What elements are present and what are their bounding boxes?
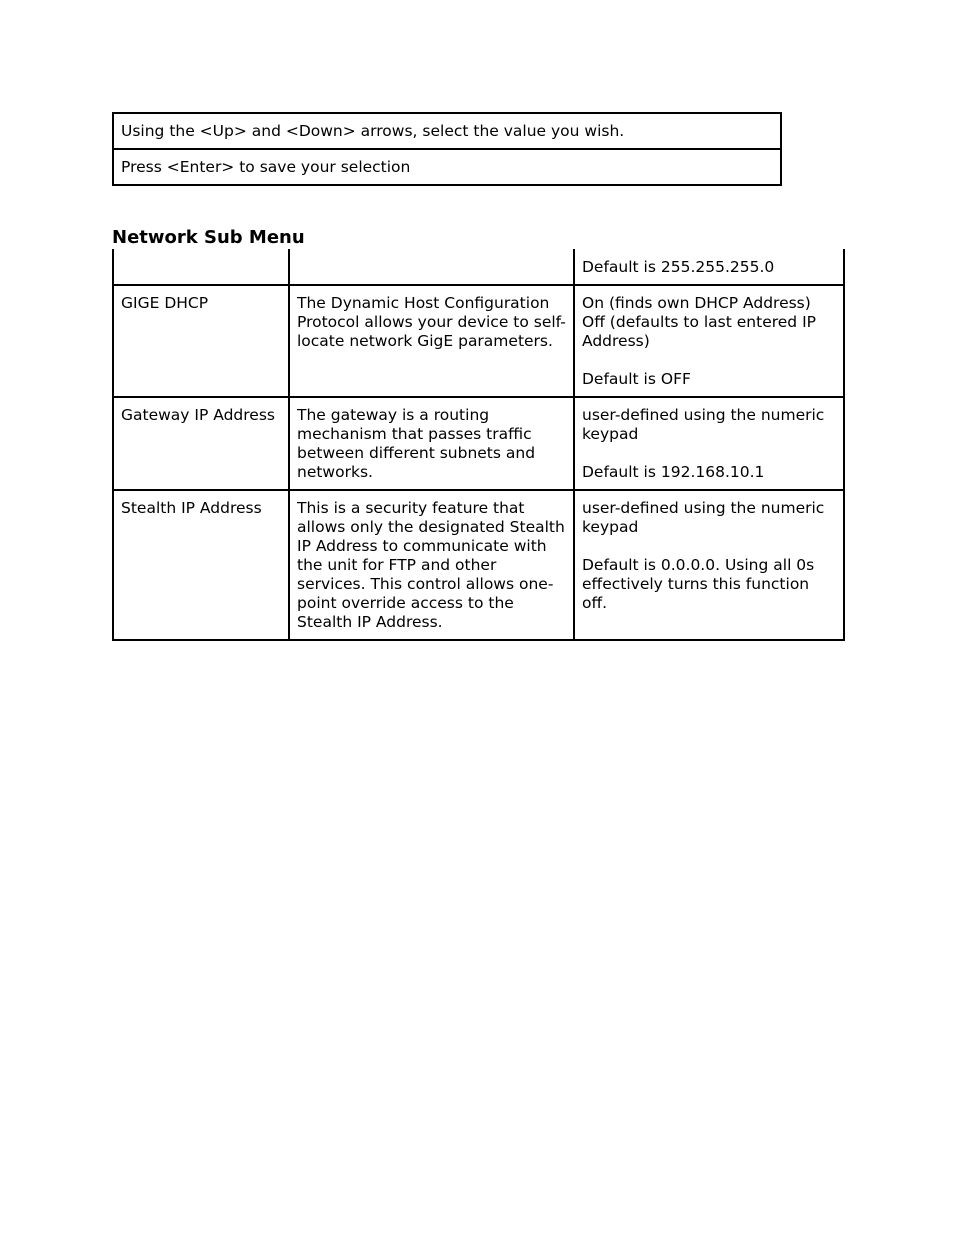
values-cell: [574, 490, 844, 640]
setting-cell: [113, 249, 289, 285]
description-cell: The Dynamic Host Configuration Protocol allows your device to self-locate network GigE parameters.: [289, 285, 574, 397]
value-option: user-defined using the numeric keypad: [582, 406, 825, 443]
instruction-select-value: Using the <Up> and <Down> arrows, select the value you wish.: [113, 113, 781, 149]
values-cell: [574, 397, 844, 490]
value-option: On (finds own DHCP Address): [582, 294, 811, 312]
spacer: [582, 537, 836, 556]
table-row-continued: [113, 249, 844, 285]
value-option: user-defined using the numeric keypad: [582, 499, 825, 536]
setting-cell: GIGE DHCP: [113, 285, 289, 397]
instruction-row: [113, 149, 781, 185]
value-option: Off (defaults to last entered IP Address): [582, 313, 816, 350]
default-value: Default is 0.0.0.0. Using all 0s effectively turns this function off.: [582, 556, 815, 612]
table-row-gateway-ip: [113, 397, 844, 490]
description-cell: The gateway is a routing mechanism that passes traffic between different subnets and networks.: [289, 397, 574, 490]
setting-cell: Stealth IP Address: [113, 490, 289, 640]
spacer: [582, 351, 836, 370]
description-cell: This is a security feature that allows only the designated Stealth IP Address to communicate with the unit for FTP and other services. This control allows one-point override access to the Stealth IP Address.: [289, 490, 574, 640]
instructions-table: [112, 112, 782, 186]
default-value: Default is 255.255.255.0: [582, 258, 775, 276]
table-row-stealth-ip: [113, 490, 844, 640]
network-sub-menu-table: [112, 249, 845, 641]
instruction-row: [113, 113, 781, 149]
spacer: [582, 444, 836, 463]
setting-cell: Gateway IP Address: [113, 397, 289, 490]
table-row-gige-dhcp: [113, 285, 844, 397]
default-value: Default is OFF: [582, 370, 691, 388]
section-title: Network Sub Menu: [112, 227, 305, 248]
values-cell: [574, 249, 844, 285]
instruction-save-selection: Press <Enter> to save your selection: [113, 149, 781, 185]
default-value: Default is 192.168.10.1: [582, 463, 765, 481]
values-cell: [574, 285, 844, 397]
description-cell: [289, 249, 574, 285]
